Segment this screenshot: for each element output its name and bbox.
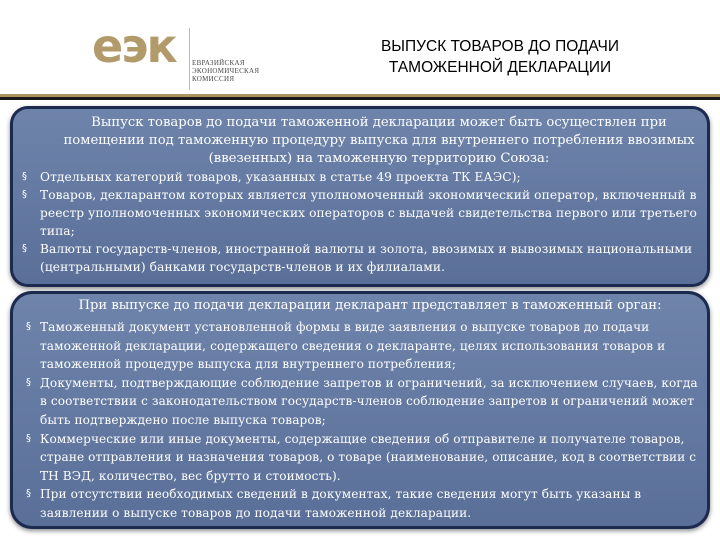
list-item-text: При отсутствии необходимых сведений в документах, такие сведения могут быть указаны в заявлении о выпуске товаров до подачи таможенной декларации.: [40, 487, 642, 520]
list-item-text: Документы, подтверждающие соблюдение запретов и ограничений, за исключением случаев, когда в соответствии с законодательством государств-членов соблюдение запретов и ограничений может быть подтверждено после выпуска товаров;: [40, 375, 698, 427]
page-title-line: ВЫПУСК ТОВАРОВ ДО ПОДАЧИ: [380, 38, 620, 55]
logo-text: [192, 59, 259, 83]
logo-mark: еэк: [92, 19, 176, 73]
list-item: [26, 485, 700, 522]
logo-text-line: ЕВРАЗИЙСКАЯ: [192, 59, 245, 67]
bullet-icon: §: [26, 432, 32, 444]
bullet-icon: §: [22, 243, 28, 254]
list-item: [22, 168, 700, 186]
panel-lead-text: Выпуск товаров до подачи таможенной декларации может быть осуществлен при помещении под таможенную процедуру выпуска для внутреннего потребления ввозимых (ввезенных) на таможенную территорию Союза:: [63, 115, 695, 166]
documents-list: [26, 318, 700, 523]
list-item-text: Коммерческие или иные документы, содержащие сведения об отправителе и получателе товаров, стране отправления и назначения товаров, о товаре (наименование, описание, код в соответствии с ТН ВЭД, количество, вес брутто и стоимость).: [40, 431, 697, 483]
list-item: [26, 374, 700, 430]
required-documents-panel: [10, 291, 710, 529]
bullet-icon: §: [26, 321, 32, 332]
list-item: [22, 186, 700, 240]
conditions-list: [22, 168, 700, 276]
bullet-icon: §: [26, 376, 32, 388]
divider-dark: [0, 97, 720, 100]
release-conditions-panel: [10, 106, 710, 287]
list-item-text: Отдельных категорий товаров, указанных в статье 49 проекта ТК ЕАЭС);: [40, 170, 521, 184]
eec-logo: [92, 19, 292, 83]
list-item-text: Товаров, декларантом которых является уполномоченный экономический оператор, включенный в реестр уполномоченных экономических операторов с выдачей свидетельства первого или третьего типа;: [40, 188, 697, 238]
logo-text-line: ЭКОНОМИЧЕСКАЯ: [192, 67, 260, 75]
title-divider: [0, 94, 720, 104]
bullet-icon: §: [22, 171, 28, 182]
page-title-line: ТАМОЖЕННОЙ ДЕКЛАРАЦИИ: [388, 59, 612, 76]
list-item: [26, 430, 700, 486]
list-item-text: Валюты государств-членов, иностранной валюты и золота, ввозимых и вывозимых национальными (центральными) банками государств-членов и их филиалами.: [40, 242, 693, 274]
page-title: [345, 36, 655, 78]
logo-divider: [189, 28, 190, 90]
bullet-icon: §: [26, 488, 32, 500]
list-item: [22, 240, 700, 276]
bullet-icon: §: [22, 189, 28, 200]
list-item: [26, 318, 700, 374]
logo-text-line: КОМИССИЯ: [192, 75, 235, 83]
panel-lead-text: При выпуске до подачи декларации декларант представляет в таможенный орган:: [78, 298, 662, 313]
list-item-text: Таможенный документ установленной формы в виде заявления о выпуске товаров до подачи таможенной декларации, содержащего сведения о декларанте, целях использования товаров и таможенной процедуре выпуска для внутреннего потребления;: [40, 320, 666, 372]
